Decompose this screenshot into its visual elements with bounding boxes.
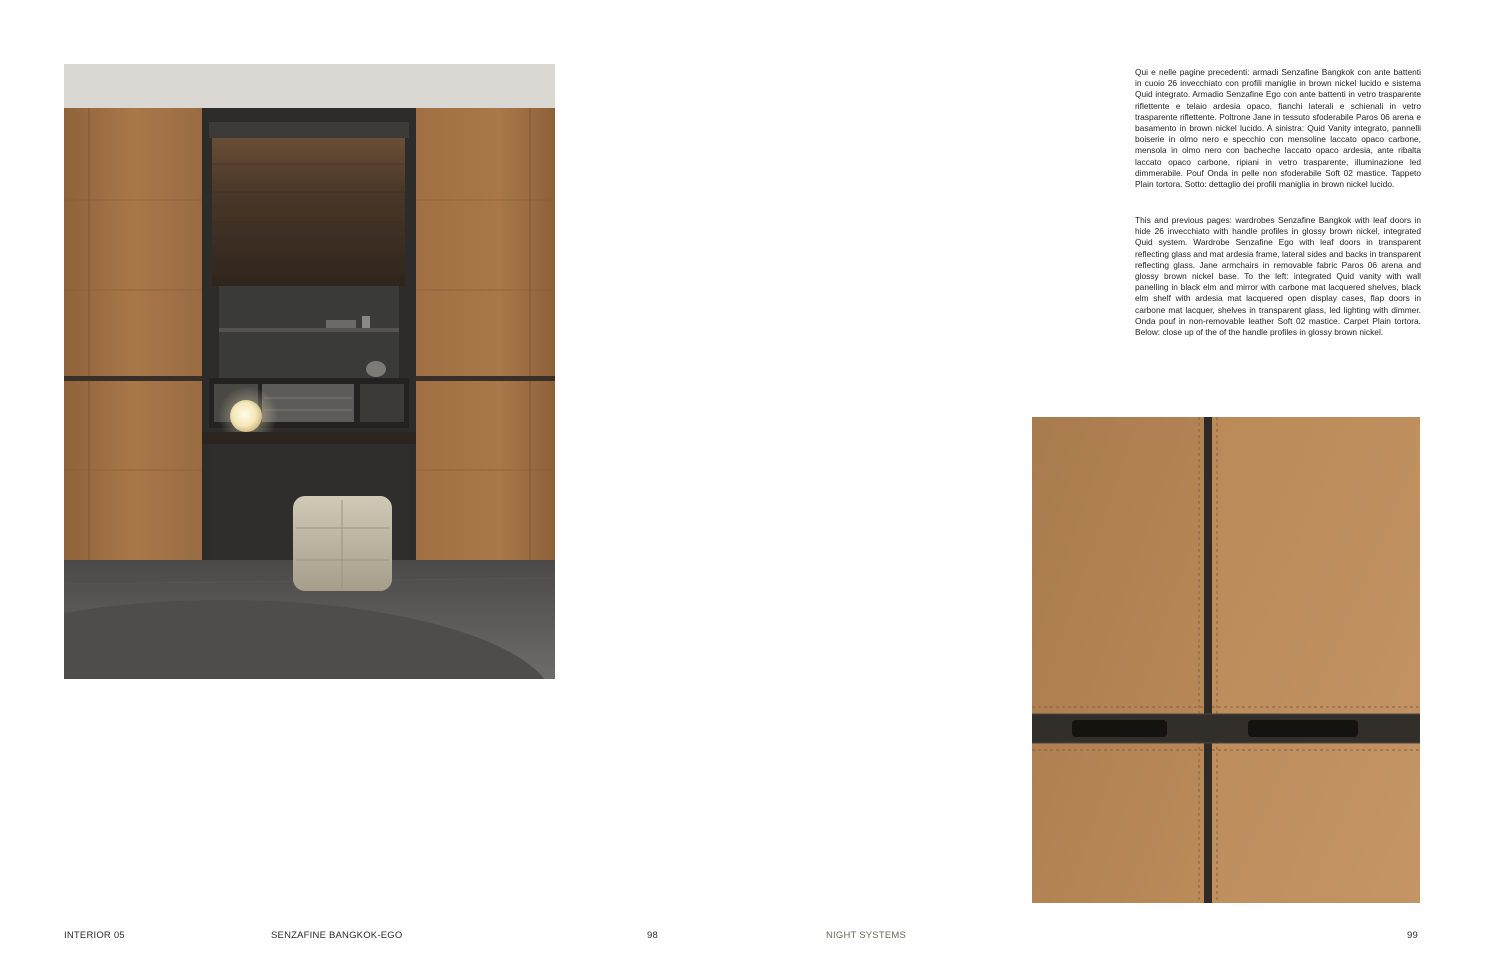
caption-english: This and previous pages: wardrobes Senzafine Bangkok with leaf doors in hide 26 invecchiato with handle profiles in glossy brown nickel, integrated Quid system. Wardrobe Senzafine Ego with leaf doors in transparent reflecting glass and mat ardesia frame, lateral sides and backs in transparent reflecting glass. Jane armchairs in removable fabric Paros 06 arena and glossy brown nickel base. To the left: integrated Quid vanity with wall panelling in black elm and mirror with carbone mat lacquered shelves, black elm shelf with ardesia mat lacquered open display cases, flap doors in carbone mat lacquer, shelves in transparent glass, led lighting with dimmer. Onda pouf in non-removable leather Soft 02 mastice. Carpet Plain tortora. Below: close up of the of the handle profiles in glossy brown nickel. (1135, 215, 1421, 338)
page-number-right: 99 (1407, 930, 1418, 941)
caption-italian: Qui e nelle pagine precedenti: armadi Senzafine Bangkok con ante battenti in cuoio 26 invecchiato con profili maniglie in brown nickel lucido e sistema Quid integrato. Armadio Senzafine Ego con ante battenti in vetro trasparente riflettente e telaio ardesia opaco, fianchi laterali e schienali in vetro trasparente riflettente. Poltrone Jane in tessuto sfoderabile Paros 06 arena e basamento in brown nickel lucido. A sinistra: Quid Vanity integrato, pannelli boiserie in olmo nero e specchio con mensoline laccato opaco carbone, mensola in olmo nero con bacheche laccato opaco ardesia, ante ribalta laccato opaco carbone, ripiani in vetro trasparente, illuminazione led dimmerabile. Pouf Onda in pelle non sfoderabile Soft 02 mastice. Tappeto Plain tortora. Sotto: dettaglio dei profili maniglia in brown nickel lucido. (1135, 67, 1421, 190)
footer-magazine-title: INTERIOR 05 (64, 930, 125, 941)
page-number-left: 98 (647, 930, 658, 941)
leather-door-detail-photo (1032, 417, 1420, 903)
footer-product-name: SENZAFINE BANGKOK-EGO (271, 930, 403, 941)
footer-section-name: NIGHT SYSTEMS (826, 930, 907, 941)
vanity-wardrobe-photo (64, 64, 555, 679)
